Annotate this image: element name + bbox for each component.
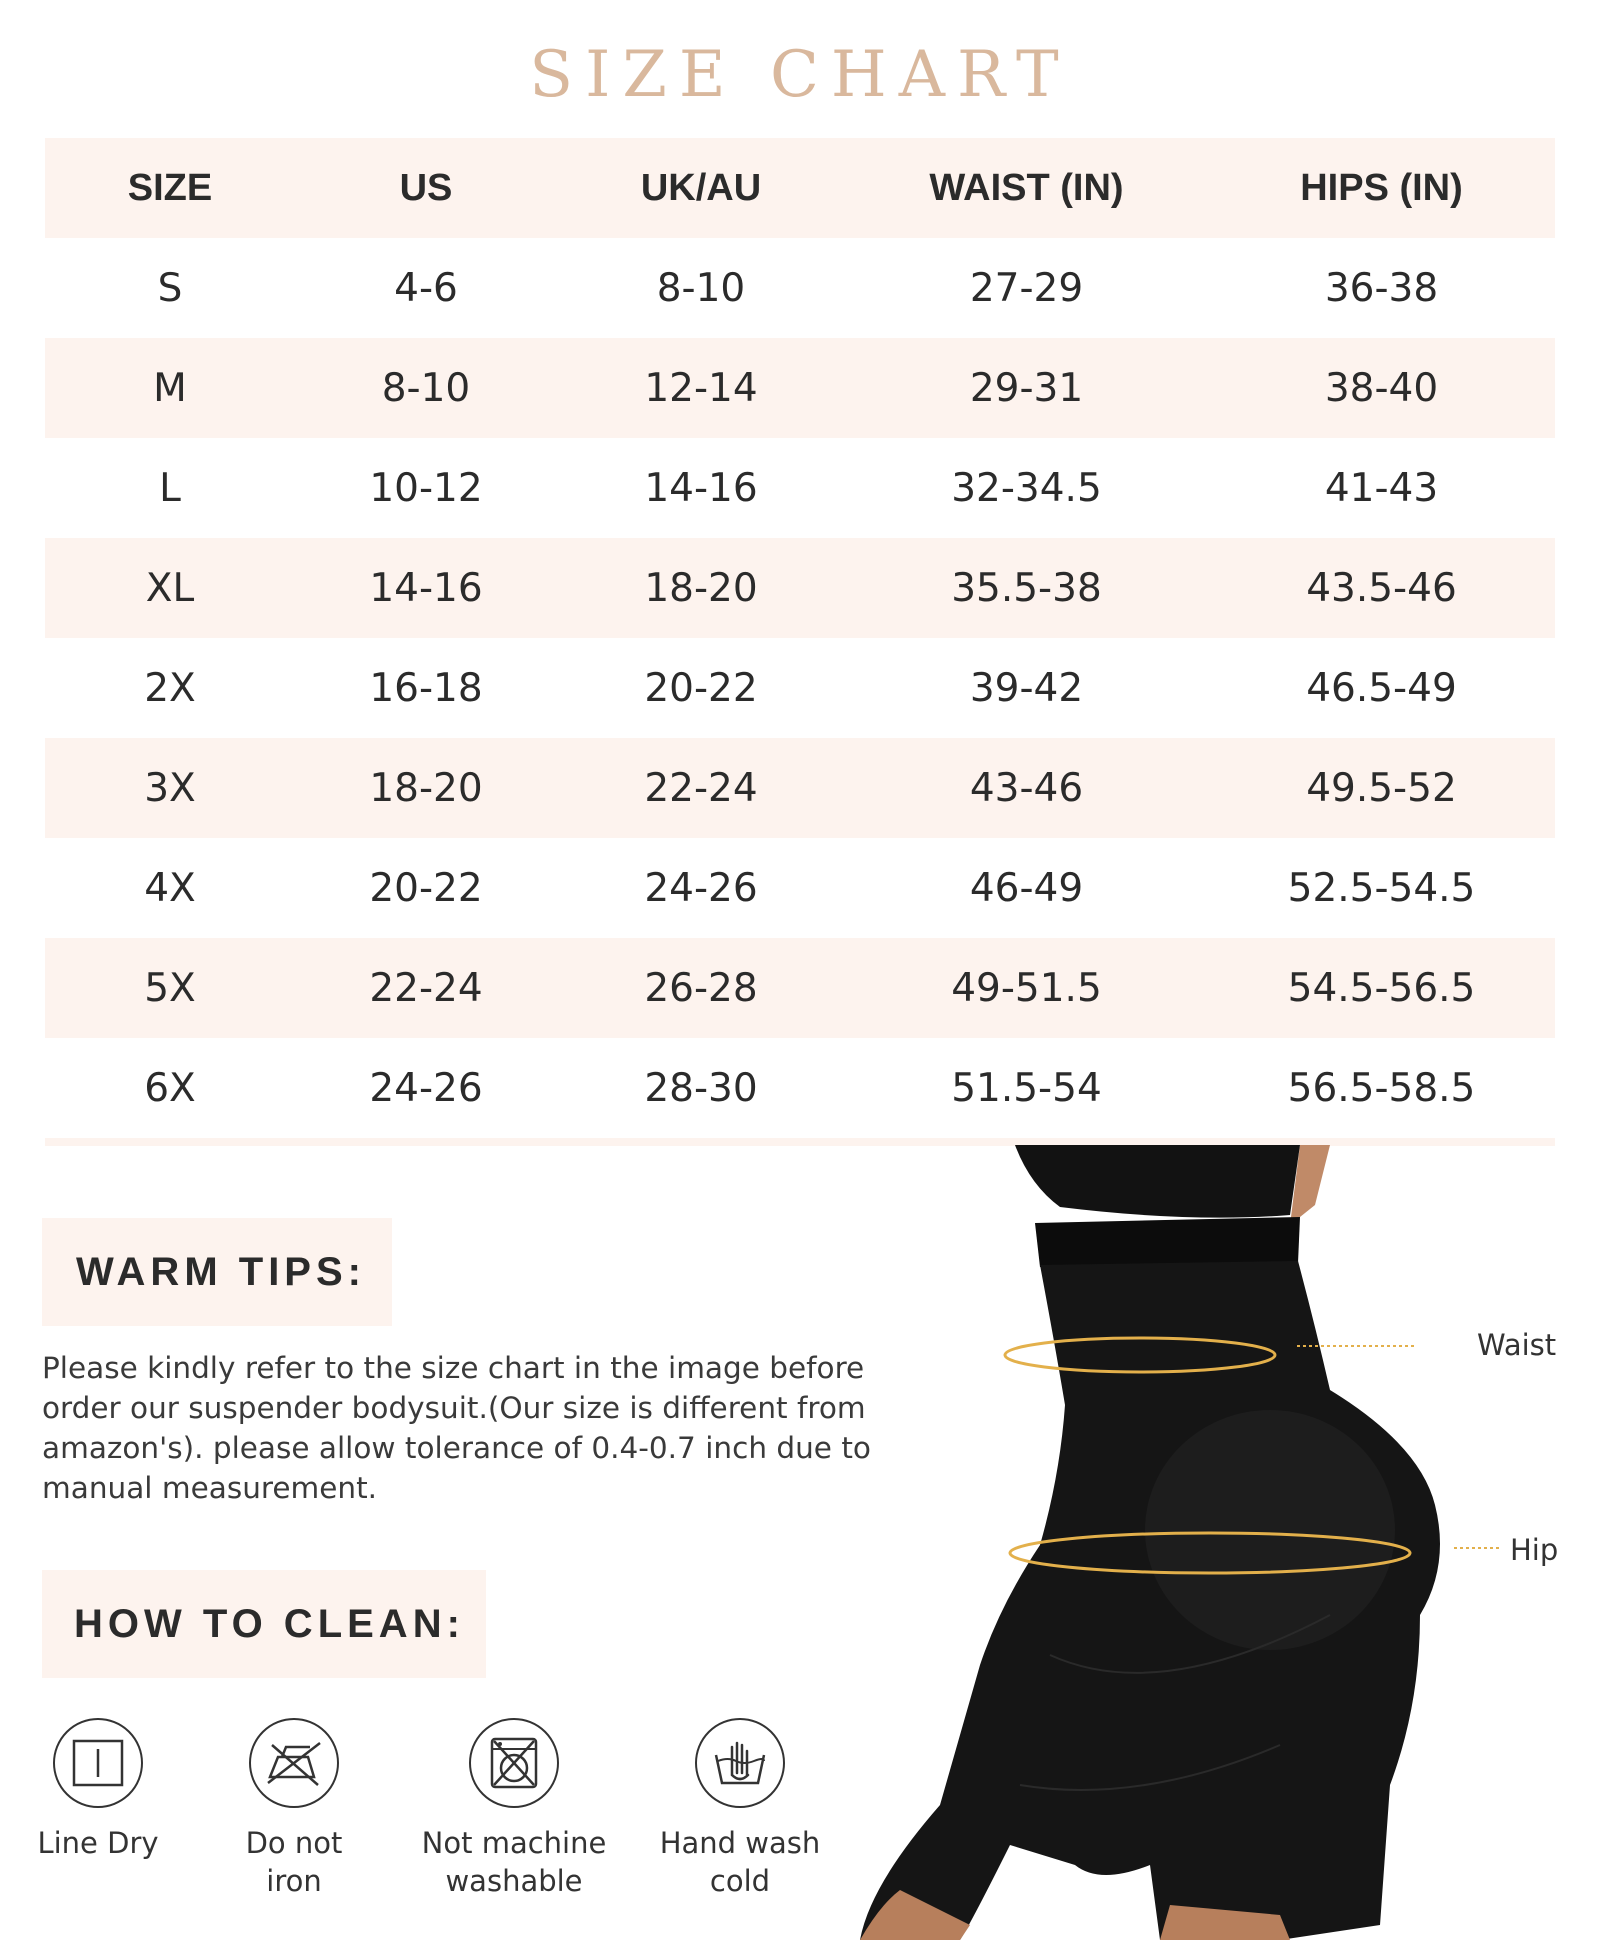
cell-size: 4X: [144, 865, 196, 911]
not-machine-washable-icon: [469, 1718, 559, 1808]
cell-us: 8-10: [381, 365, 471, 411]
cell-us: 22-24: [369, 965, 483, 1011]
care-label-line-1: Hand wash: [659, 1826, 821, 1860]
care-item-line-dry: [0, 1718, 198, 1862]
care-label-line-1: Line Dry: [37, 1826, 159, 1860]
table-row: [45, 538, 1555, 638]
cell-us: 16-18: [369, 665, 483, 711]
cell-waist: 46-49: [969, 865, 1084, 911]
cell-uk-au: 14-16: [644, 465, 758, 511]
cell-waist: 27-29: [969, 265, 1084, 311]
care-label-line-2: cold: [709, 1864, 771, 1898]
table-row: [45, 738, 1555, 838]
hand-wash-icon: [695, 1718, 785, 1808]
care-item-not-machine-washable: [414, 1718, 614, 1900]
bodysuit-illustration: [860, 1145, 1600, 1940]
cell-size: M: [153, 365, 187, 411]
cell-us: 14-16: [369, 565, 483, 611]
warm-tips-heading: WARM TIPS:: [42, 1218, 392, 1326]
cell-size: 3X: [144, 765, 196, 811]
table-row: [45, 438, 1555, 538]
cell-uk-au: 12-14: [644, 365, 758, 411]
cell-uk-au: 24-26: [644, 865, 758, 911]
cell-size: 6X: [144, 1065, 196, 1111]
table-row: [45, 638, 1555, 738]
cell-uk-au: 18-20: [644, 565, 758, 611]
cell-waist: 43-46: [969, 765, 1084, 811]
table-row: [45, 238, 1555, 338]
page-title: SIZE CHART: [529, 38, 1071, 112]
cell-us: 24-26: [369, 1065, 483, 1111]
cell-size: S: [157, 265, 183, 311]
cell-size: 2X: [144, 665, 196, 711]
care-label-line-1: Do not: [245, 1826, 343, 1860]
model-figure: [860, 1145, 1600, 1940]
cell-us: 18-20: [369, 765, 483, 811]
cell-uk-au: 28-30: [644, 1065, 758, 1111]
header-us: US: [399, 166, 453, 209]
cell-size: 5X: [144, 965, 196, 1011]
cell-uk-au: 20-22: [644, 665, 758, 711]
table-row: [45, 838, 1555, 938]
care-item-do-not-iron: [194, 1718, 394, 1900]
table-header-row: [45, 138, 1555, 238]
cell-hips: 49.5-52: [1306, 765, 1457, 811]
table-row: [45, 938, 1555, 1038]
cell-waist: 49-51.5: [951, 965, 1102, 1011]
line-dry-icon: [53, 1718, 143, 1808]
header-uk-au: UK/AU: [640, 166, 762, 209]
care-label-line-1: Not machine: [421, 1826, 607, 1860]
table-row: [45, 1038, 1555, 1138]
cell-size: L: [159, 465, 181, 511]
care-item-hand-wash: [640, 1718, 840, 1900]
cell-hips: 56.5-58.5: [1287, 1065, 1476, 1111]
warm-tips-text: Please kindly refer to the size chart in the image before order our suspender bodysuit.(Our size is different from amazon's). please allow tolerance of 0.4-0.7 inch due to manual measurement.: [42, 1351, 871, 1505]
care-label-line-2: washable: [445, 1864, 583, 1898]
cell-hips: 41-43: [1324, 465, 1439, 511]
header-hips: HIPS (IN): [1300, 166, 1463, 209]
cell-waist: 51.5-54: [951, 1065, 1102, 1111]
cell-uk-au: 22-24: [644, 765, 758, 811]
cell-waist: 39-42: [969, 665, 1084, 711]
care-label-line-2: iron: [266, 1864, 322, 1898]
cell-hips: 36-38: [1324, 265, 1439, 311]
table-row: [45, 338, 1555, 438]
cell-uk-au: 8-10: [656, 265, 746, 311]
hip-label: Hip: [1510, 1533, 1559, 1567]
cell-hips: 54.5-56.5: [1287, 965, 1476, 1011]
cell-hips: 46.5-49: [1306, 665, 1457, 711]
cell-hips: 43.5-46: [1306, 565, 1457, 611]
cell-uk-au: 26-28: [644, 965, 758, 1011]
header-size: SIZE: [127, 166, 213, 209]
cell-us: 4-6: [394, 265, 458, 311]
cell-waist: 32-34.5: [951, 465, 1102, 511]
how-to-clean-heading: HOW TO CLEAN:: [42, 1570, 486, 1678]
cell-us: 10-12: [369, 465, 483, 511]
cell-waist: 35.5-38: [951, 565, 1102, 611]
do-not-iron-icon: [249, 1718, 339, 1808]
header-waist: WAIST (IN): [929, 166, 1124, 209]
cell-waist: 29-31: [969, 365, 1084, 411]
cell-size: XL: [145, 565, 195, 611]
cell-us: 20-22: [369, 865, 483, 911]
cell-hips: 52.5-54.5: [1287, 865, 1476, 911]
cell-hips: 38-40: [1324, 365, 1439, 411]
size-table: [45, 138, 1555, 1146]
waist-label: Waist: [1477, 1328, 1557, 1362]
